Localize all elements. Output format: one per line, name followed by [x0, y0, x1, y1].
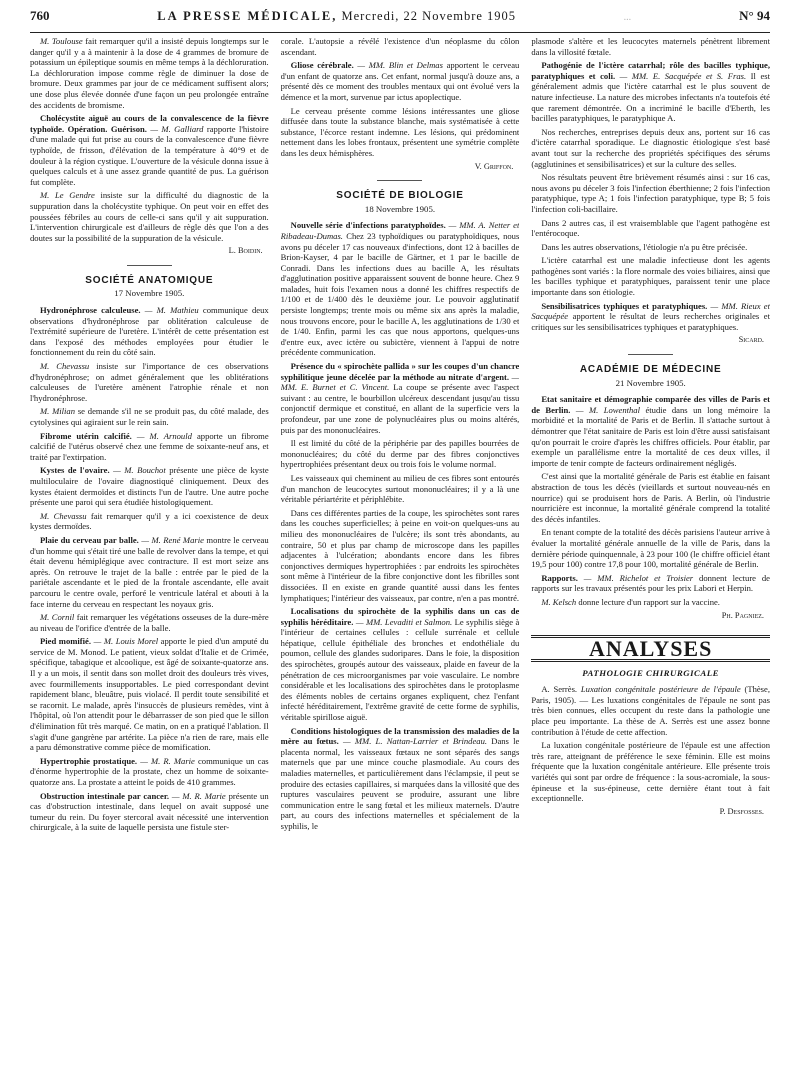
paragraph: Fibrome utérin calcifié. — M. Arnould apporte un fibrome calcifié de l'utérus observé chez une femme de soixante-neuf ans, et traité par l'extirpation.	[30, 430, 269, 462]
column-right	[531, 36, 770, 1076]
journal-name: LA PRESSE MÉDICALE,	[157, 9, 338, 23]
paragraph: M. Chevassu insiste sur l'importance de ces observations d'hydronéphrose; on admet généralement que les oblitérations calculeuses de l'uretère amènent l'atrophie rénale et non l'hydronéphrose.	[30, 361, 269, 403]
library-stamp: ...	[623, 12, 632, 23]
running-header	[30, 8, 770, 33]
section-date: 18 Novembre 1905.	[364, 203, 436, 214]
paragraph: Localisations du spirochète de la syphilis dans un cas de syphilis héréditaire. — MM. Levaditi et Salmon. Le syphilis siège à l'intérieur de certaines cellules : cellule surrénale et cellule hépatique, cellule épithéliale des bronches et endothéliale du poumon, cellule des glandes sudoripares. Dans le foie, la disposition des spirochètes, groupés autour des vaisseaux, plaide en faveur de la pénétration de ces microorganismes par voie vasculaire. Le nombre considérable et les localisations des spirochètes dans le protoplasme des éléments nobles de certains organes expliquent, chez l'enfant infecté héréditairement, l'extrême gravité de cette forme de syphilis, véritable spirillose aiguë.	[280, 606, 520, 723]
paragraph: M. Chevassu fait remarquer qu'il y a ici coexistence de deux kystes dermoïdes.	[30, 510, 269, 532]
divider	[377, 180, 422, 181]
section-date: 17 Novembre 1905.	[114, 288, 185, 299]
paragraph: L'ictère catarrhal est une maladie infectieuse dont les agents pathogènes sont variés : la flore normale des voies biliaires, ainsi que les bacilles typhique et paratyphiques, paraissent tenir une place importante dans son étiologie.	[531, 255, 770, 298]
paragraph: Dans ces différentes parties de la coupe, les spirochètes sont rares dans les couches superficielles; à peine en voit-on quelques-uns au milieu des mononucléaires de l'ulcère; ils sont très abondants, au contraire, 50 et plus par champ de microscope dans les papilles adjacentes à l'ulcération; abondants encore dans les fibres conjonctives dermiques hypertrophiées : par endroits les spirochètes sont même à l'intérieur de la fibre conjonctive dont les fibrilles sont dissociées. Il en existe en grande quantité aussi dans les fentes lymphatiques; l'intérieur des vaisseaux, par contre, n'en a pas montré.	[280, 507, 520, 603]
paragraph: Hydronéphrose calculeuse. — M. Mathieu communique deux observations d'hydronéphrose par oblitération calculeuse de l'extrémité supérieure de l'uretère. L'intérêt de cette présentation est dans l'exposé des méthodes employées pour étudier le fonctionnement du rein du côté sain.	[30, 305, 269, 358]
paragraph: Dans les autres observations, l'étiologie n'a pu être précisée.	[541, 241, 748, 252]
paragraph: M. Milian se demande s'il ne se produit pas, du côté malade, des cytolysines qui agiraient sur le rein sain.	[30, 406, 269, 427]
paragraph: A. Serrès. Luxation congénitale postérieure de l'épaule (Thèse, Paris, 1905). — Les luxations congénitales de l'épaule ne sont pas très bien connues, elles occupent du reste dans la pathologie une place peu importante. La thèse de A. Serrès est une assez bonne contribution à l'étude de cette affection.	[531, 684, 770, 737]
paragraph: Cholécystite aiguë au cours de la convalescence de la fièvre typhoïde. Opération. Guérison. — M. Galliard rapporte l'histoire d'une malade qui fut prise au cours de la convalescence d'une fièvre typhoïde, de frisson, d'élévation de la température à 40°9 et de douleur à la région cystique. L'ouverture de la vésicule donna issue à quelques calculs et à une assez grande quantité de pus. La guérison fut complète.	[30, 113, 269, 187]
paragraph: Les vaisseaux qui cheminent au milieu de ces fibres sont entourés d'un manchon de leucocytes surtout mononucléaires; il y a là une véritable périartérite et périphlébite.	[280, 472, 520, 505]
subsection-heading: PATHOLOGIE CHIRURGICALE	[582, 667, 720, 678]
paragraph: M. Toulouse fait remarquer qu'il a insisté depuis longtemps sur le danger qu'il y a à maintenir à la dose de 4 grammes de bromure de potassium un épileptique soumis en même temps à la déchloruration. La déchloruration impose comme règle de diminuer la dose de bromure. Deux grammes par jour de ce médicament suffisent alors; une dose plus élevée donnée d'une façon un peu prolongée entraîne des accidents de bromisme.	[30, 36, 269, 110]
section-heading: ACADÉMIE DE MÉDECINE	[579, 364, 722, 376]
paragraph: C'est ainsi que la mortalité générale de Paris est établie en faisant abstraction de tous les décès (vieillards et surtout nouveau-nés en nourrice) qui se produisent hors de Paris. A Berlin, où l'industrie nourricière est inconnue, la mortalité générale comprend la totalité des décès infantiles.	[531, 471, 770, 524]
section-heading: SOCIÉTÉ DE BIOLOGIE	[336, 190, 464, 202]
section-date: 21 Novembre 1905.	[615, 377, 686, 388]
author-signature: L. Boidin.	[228, 246, 263, 256]
paragraph: M. Le Gendre insiste sur la difficulté du diagnostic de la suppuration dans la cholécystite typhique. On peut voir en effet des poussées fébriles au cours de celle-ci sans qu'il y ait suppuration. L'intervention chirurgicale est d'ailleurs de règle dès que l'on a des doutes sur la possibilité de la suppuration de la vésicule.	[30, 190, 269, 243]
page-number: 760	[30, 8, 50, 23]
paragraph: Hypertrophie prostatique. — M. R. Marie communique un cas d'énorme hypertrophie de la prostate, chez un homme de soixante-quatorze ans. La prostate a atteint le poids de 410 grammes.	[30, 755, 269, 787]
analyses-heading: ANALYSES	[531, 635, 770, 662]
paragraph: Il est limité du côté de la périphérie par des papilles bourrées de mononucléaires; du côté du derme par des fibres conjonctives hypertrophiées présentant deux ou trois fois le volume normal.	[280, 438, 520, 470]
author-signature: P. Desfosses.	[719, 806, 764, 816]
paragraph: Sensibilisatrices typhiques et paratyphiques. — MM. Rieux et Sacquépée apportent le résultat de leurs recherches originales et critiques sur les sensibilisatrices typhiques et paratyphiques.	[531, 300, 770, 332]
author-signature: V. Griffon.	[474, 161, 514, 171]
column-middle	[281, 36, 520, 1076]
author-signature: Sicard.	[738, 335, 764, 345]
paragraph: plasmode s'altère et les leucocytes maternels pénètrent librement dans la villosité fœtale.	[531, 36, 770, 57]
paragraph: Gliose cérébrale. — MM. Blin et Delmas apportent le cerveau d'un enfant de quatorze ans. Cet enfant, normal jusqu'à douze ans, a présenté dès ce moment des troubles mentaux qui ont évolué vers la démence et la mort, survenue par ictus apoplectique.	[280, 60, 520, 102]
paragraph: Dans 2 autres cas, il est vraisemblable que l'agent pathogène est l'entérocoque.	[531, 217, 770, 239]
paragraph: Conditions histologiques de la transmission des maladies de la mère au fœtus. — MM. L. Nattan-Larrier et Brindeau. Dans le placenta normal, les vaisseaux fœtaux ne sont séparés des sangs maternels que par une mince couche plasmodiale. Au cours des maladies maternelles, et particulièrement dans l'éclampsie, il peut se produire des ectasies capillaires, si marquées dans la villosité que des ruptures vasculaires peuvent se produire, assurant une libre communication entre le sang fœtal et les milieux maternels. D'autre part, au cours des infections maternelles et spécialement de la syphilis, le	[280, 725, 520, 831]
journal-title	[157, 9, 516, 24]
paragraph: Etat sanitaire et démographie comparée des villes de Paris et de Berlin. — M. Lowenthal étudie dans un long mémoire la morbidité et la mortalité de Paris et de Berlin. Il s'attache surtout à démontrer que l'état sanitaire de Paris est loin d'être aussi satisfaisant qu'on pourrait le croire d'après les chiffres officiels. Pour établir, par exemple un parallélisme entre la mortalité de ces deux villes, il importe de tenir compte de facteurs ordinairement négligés.	[531, 394, 770, 468]
paragraph: Pied momifié. — M. Louis Morel apporte le pied d'un amputé du service de M. Monod. Le patient, vieux soldat d'Italie et de Crimée, spécifique, tabagique et alcoolique, est âgé de soixante-quatorze ans. Il y a un mois, il sentit dans son mollet droit des douleurs très vives, avec fourmillements insupportables. Le pied correspondant devint rapidement blanc, bleuâtre, puis violacé. Il perdit toute sensibilité et se racornit. Le malade, après l'insuccès de plusieurs remèdes, vint à l'hôpital, où l'on attendit pour le débarrasser de son pied que le sillon d'élimination fût très marqué. Ce matin, on en a pratiqué l'ablation. Il s'agit d'une gangrène par artérite. La pièce n'a rien de rare, mais elle a paru démonstrative comme pièce de momification.	[30, 636, 269, 753]
paragraph: Plaie du cerveau par balle. — M. René Marie montre le cerveau d'un homme qui s'était tiré une balle de revolver dans la tempe, et qui était devenu hémiplégique avec contracture. Il est mort seize ans après. On retrouve le trajet de la balle : entrée par le pied de la pariétale ascendante et le pied de la frontale ascendante, elle avait parcouru le centre ovale, perforé le ventricule latéral et abouti à la face interne du cerveau en respectant les noyaux gris.	[30, 534, 269, 609]
section-heading: SOCIÉTÉ ANATOMIQUE	[85, 274, 214, 286]
paragraph: M. Cornil fait remarquer les végétations osseuses de la dure-mère au niveau de l'orifice d'entrée de la balle.	[30, 612, 269, 633]
paragraph: Kystes de l'ovaire. — M. Bouchot présente une pièce de kyste multiloculaire de l'ovaire diagnostiqué cliniquement. Deux des kystes étaient dermoïdes et distincts l'un de l'autre. Une autre poche présente une paroi qui sera étudiée histologiquement.	[30, 465, 269, 508]
paragraph: corale. L'autopsie a révélé l'existence d'un néoplasme du côlon ascendant.	[280, 36, 520, 57]
author-signature: Ph. Pagniez.	[721, 610, 764, 620]
paragraph: Rapports. — MM. Richelot et Troisier donnent lecture de rapports sur les travaux présentés pour les prix Labori et Herpin.	[531, 572, 770, 594]
paragraph: M. Kelsch donne lecture d'un rapport sur la vaccine.	[541, 596, 720, 607]
paragraph: En tenant compte de la totalité des décès parisiens l'auteur arrive à évaluer la mortalité générale annuelle de la ville de Paris, dans la dernière période quinquennale, à 23 pour 100 (le chiffre officiel étant 19,5 pour 100) contre 17,8 pour 100, mortalité générale de Berlin.	[531, 527, 770, 570]
paragraph: Le cerveau présente comme lésions intéressantes une gliose diffusée dans toute la substance blanche, mais systématisée à cette substance, l'écorce restant indemne. Les lésions, qui prédominent nettement dans les lobes frontaux, présentent une symétrie complète dans les deux hémisphères.	[280, 105, 520, 158]
paragraph: Nos recherches, entreprises depuis deux ans, portent sur 16 cas d'ictère catarrhal sporadique. Le diagnostic étiologique s'est basé avant tout sur la recherche des propriétés spécifiques des sérums (agglutinines et sensibilisatrices) et sur la culture des selles.	[531, 126, 770, 169]
paragraph: Nouvelle série d'infections paratyphoïdes. — MM. A. Netter et Ribadeau-Dumas. Chez 23 typhoïdiques ou paratyphoïdiques, nous avons pu déceler 17 cas nouveaux d'infections, dont 12 à bacilles de Brion-Kayser, 4 par le bacille de Gärtner, et 1 par le bacille de Conradi. Dans les infections dues au bacille A, les résultats d'agglutination positive apparaissent souvent de bonne heure. Chez 9 malades, huit fois l'examen nous a donné les chiffres respectifs de 1/100 et de 1/400 dès le deuxième jour. Le pouvoir agglutinatif persiste longtemps; trente mois ou même six ans après la maladie, nous trouvons encore, pour le bacille A, les agglutinations de 1/30 et de 1/40. Enfin, parmi les cas que nous apportons, quelques-uns d'entre eux, avec ictère ou subictère, viennent à l'appui de notre précédente communication.	[280, 220, 520, 358]
paragraph: Pathogénie de l'ictère catarrhal; rôle des bacilles typhique, paratyphiques et coli. — MM. E. Sacquépée et S. Fras. Il est généralement admis que l'ictère catarrhal est le plus souvent de nature infectieuse. La nature des microbes infectants n'a toutefois été que rarement démontrée. On a incriminé le bacille d'Eberth, les bacilles paratyphiques, le paratyphique A.	[531, 60, 770, 124]
paragraph: Nos résultats peuvent être brièvement résumés ainsi : sur 16 cas, nous avons pu déceler 3 fois l'infection éberthienne; 2 fois l'infection paratyphique, type A; 1 fois l'infection paratyphique, type B; 5 fois l'infection coli-bacillaire.	[531, 172, 770, 214]
paragraph: Obstruction intestinale par cancer. — M. R. Marie présente un cas d'obstruction intestinale, dans lequel on avait supposé une tumeur du rein. Du foyer stercoral avait nécessité une intervention chirurgicale, à la suite de laquelle persista une fistule ster-	[30, 790, 269, 833]
article-columns	[30, 36, 770, 1076]
issue-date: Mercredi, 22 Novembre 1905	[341, 9, 517, 23]
paragraph: Présence du « spirochète pallida » sur les coupes d'un chancre syphilitique jeune décelée par la méthode au nitrate d'argent. — MM. E. Burnet et C. Vincent. La coupe se présente avec l'aspect suivant : au centre, le bourbillon ulcéreux descendant jusqu'au tissu conjonctif dermique et constitué, en allant de la superficie vers la profondeur, par une zone de polynucléaires plus ou moins altérés, puis par des mononucléaires.	[280, 361, 520, 435]
issue-number: N° 94	[739, 8, 770, 23]
column-left	[30, 36, 269, 1076]
divider	[628, 354, 673, 355]
paragraph: La luxation congénitale postérieure de l'épaule est une affection très rare, atteignant de préférence le sexe féminin. Elle est moins fréquente que la luxation congénitale antérieure. Elle présente trois variétés qui sont par ordre de fréquence : la sous-acromiale, la sous-épineuse et la sus-épineuse, cette dernière étant tout à fait exceptionnelle.	[531, 740, 770, 804]
divider	[127, 265, 172, 266]
